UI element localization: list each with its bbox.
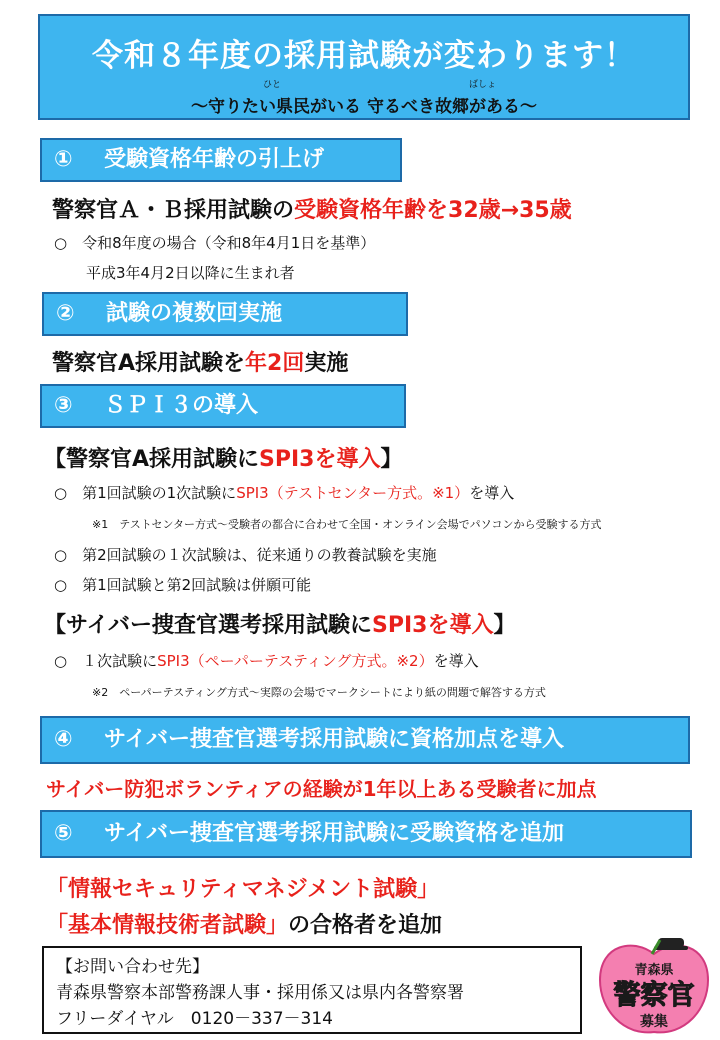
s4-line: サイバー防犯ボランティアの経験が1年以上ある受験者に加点 (46, 777, 597, 801)
s2-black2: 実施 (304, 351, 349, 376)
s1-line2: 平成3年4月2日以降に生まれ者 (86, 264, 295, 282)
s3-i4-red: SPI3（ペーパーテスティング方式。※2） (157, 652, 434, 670)
logo-main-text: 警察官 (613, 980, 695, 1011)
section-1-title: 受験資格年齢の引上げ (104, 147, 325, 172)
s3-h2-black1: 【サイバー捜査官選考採用試験に (44, 613, 373, 638)
section-5-number: ⑤ (54, 821, 73, 846)
s3-i1-black1: ○ 第1回試験の1次試験に (54, 484, 237, 502)
section-1-header (40, 138, 402, 182)
logo-bottom-text: 募集 (640, 1014, 668, 1030)
s3-i1-red: SPI3（テストセンター方式。※1） (236, 484, 470, 502)
ruby-basho: ばしょ (469, 80, 497, 90)
section-3-number: ③ (54, 393, 73, 418)
page-subtitle: ～守りたい県民がいる 守るべき故郷がある～ (191, 97, 537, 117)
s1-lead (52, 193, 572, 224)
section-4-number: ④ (54, 727, 73, 752)
s3-h1-red: SPI3を導入 (259, 447, 381, 472)
s1-lead-red: 受験資格年齢を32歳→35歳 (294, 198, 572, 223)
recruitment-logo (594, 932, 714, 1038)
s3-i4-black1: ○ １次試験に (54, 652, 158, 670)
s3-heading-1 (44, 442, 403, 473)
contact-box (42, 946, 582, 1034)
contact-phone: フリーダイヤル 0120－337－314 (56, 1009, 333, 1029)
s3-h2-black2: 】 (493, 613, 516, 638)
section-2-title: 試験の複数回実施 (106, 301, 283, 326)
header-banner (38, 14, 690, 120)
s2-black1: 警察官A採用試験を (52, 351, 246, 376)
s5-line2-red: 「基本情報技術者試験」 (46, 913, 289, 938)
section-3-title: ＳＰＩ３の導入 (104, 393, 259, 418)
s1-line1: ○ 令和8年度の場合（令和8年4月1日を基準） (54, 234, 376, 252)
s3-item-4 (54, 650, 479, 671)
s3-heading-2 (44, 608, 516, 639)
page-title: 令和８年度の採用試験が変わります！ (92, 38, 636, 74)
section-2-number: ② (56, 301, 75, 326)
section-1-number: ① (54, 147, 73, 172)
s2-red: 年2回 (245, 351, 305, 376)
section-5-header (40, 810, 692, 858)
s5-line-2 (46, 908, 442, 939)
s2-line (52, 346, 348, 377)
s1-lead-black: 警察官Ａ・Ｂ採用試験の (52, 198, 295, 223)
s5-line2-black: の合格者を追加 (288, 913, 443, 938)
contact-organization: 青森県警察本部警務課人事・採用係又は県内各警察署 (56, 983, 464, 1003)
section-2-header (42, 292, 408, 336)
s5-line-1: 「情報セキュリティマネジメント試験」 (46, 877, 440, 902)
ruby-hito: ひと (263, 80, 282, 90)
s3-item-2: ○ 第2回試験の１次試験は、従来通りの教養試験を実施 (54, 546, 437, 564)
contact-heading: 【お問い合わせ先】 (56, 957, 209, 977)
s3-h2-red: SPI3を導入 (372, 613, 494, 638)
s3-note-2: ※2 ペーパーテスティング方式～実際の会場でマークシートにより紙の問題で解答する方式 (92, 686, 546, 699)
section-4-header (40, 716, 690, 764)
section-5-title: サイバー捜査官選考採用試験に受験資格を追加 (104, 821, 565, 846)
s3-item-1 (54, 482, 514, 503)
section-4-title: サイバー捜査官選考採用試験に資格加点を導入 (104, 727, 565, 752)
s3-i4-black2: を導入 (433, 652, 479, 670)
s3-i1-black2: を導入 (469, 484, 515, 502)
s3-h1-black1: 【警察官A採用試験に (44, 447, 260, 472)
s3-note-1: ※1 テストセンター方式～受験者の都合に合わせて全国・オンライン会場でパソコンから受験する方式 (92, 518, 602, 531)
logo-top-text: 青森県 (634, 963, 674, 978)
s3-h1-black2: 】 (380, 447, 403, 472)
s3-item-3: ○ 第1回試験と第2回試験は併願可能 (54, 576, 312, 594)
section-3-header (40, 384, 406, 428)
